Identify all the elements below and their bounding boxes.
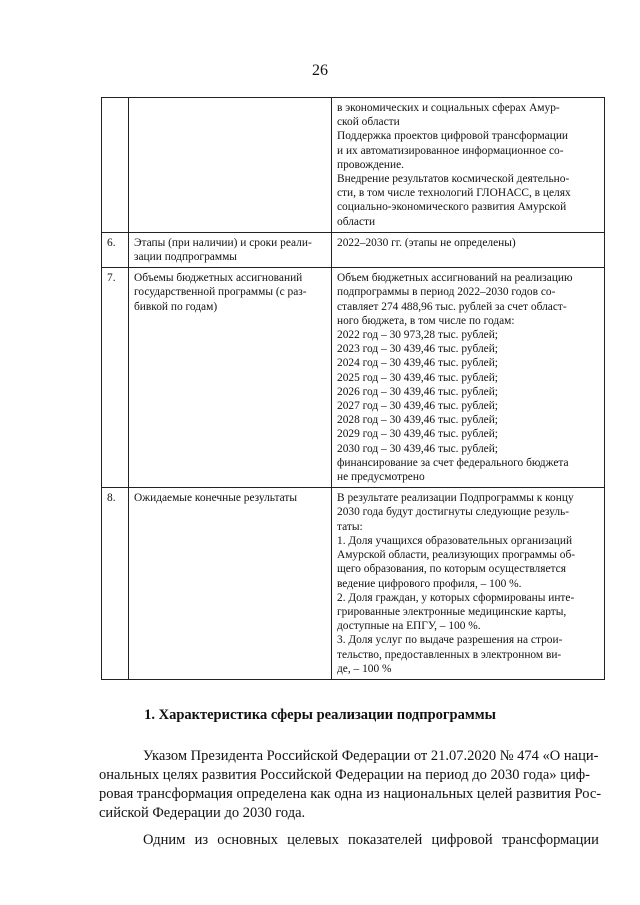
section-heading: 1. Характеристика сферы реализации подпрограммы: [144, 707, 496, 723]
cell-text-line: 2022–2030 гг. (этапы не определены): [337, 236, 516, 249]
row-number-cell: 6.: [102, 232, 129, 267]
paragraph-word: показателей: [348, 832, 423, 848]
row-label-cell: [129, 98, 332, 233]
paragraph-line: сийской Федерации до 2030 года.: [99, 805, 306, 821]
paragraph-line: [99, 831, 599, 850]
cell-text-line: и их автоматизированное информационное со-: [337, 144, 564, 157]
page-number: 26: [312, 62, 328, 79]
cell-text-line: сти, в том числе технологий ГЛОНАСС, в целях: [337, 187, 571, 200]
cell-text-line: 2025 год – 30 439,46 тыс. рублей;: [337, 371, 498, 384]
cell-text-line: ской области: [337, 116, 400, 129]
cell-text-line: ставляет 274 488,96 тыс. рублей за счет област-: [337, 300, 567, 313]
row-value-cell: [332, 232, 605, 267]
cell-text-line: 2026 год – 30 439,46 тыс. рублей;: [337, 385, 498, 398]
row-label-cell: [129, 268, 332, 488]
cell-text-line: 2030 год – 30 439,46 тыс. рублей;: [337, 442, 498, 455]
cell-text-line: Внедрение результатов космической деятельно-: [337, 173, 570, 186]
row-value-cell: [332, 98, 605, 233]
cell-text-line: зации подпрограммы: [134, 251, 237, 264]
table-row-budget: [102, 268, 605, 488]
cell-text-line: социально-экономического развития Амурской: [337, 201, 567, 214]
row-number-cell: 7.: [102, 268, 129, 488]
cell-text-line: Амурской области, реализующих программы об-: [337, 549, 576, 562]
table-row-stages: [102, 232, 605, 267]
cell-text-line: ного бюджета, в том числе по годам:: [337, 314, 515, 327]
cell-text-line: подпрограммы в период 2022–2030 годов со-: [337, 286, 556, 299]
cell-text-line: Поддержка проектов цифровой трансформации: [337, 130, 569, 143]
cell-text-line: провождение.: [337, 158, 405, 171]
paragraph-word: цифровой: [431, 832, 493, 848]
paragraph-target-indicators: [99, 831, 599, 850]
cell-text-line: В результате реализации Подпрограммы к концу: [337, 492, 574, 505]
cell-text-line: бивкой по годам): [134, 300, 218, 313]
cell-text-line: 2030 года будут достигнуты следующие резуль-: [337, 506, 570, 519]
row-number-cell: 8.: [102, 488, 129, 680]
cell-text-line: 2028 год – 30 439,46 тыс. рублей;: [337, 414, 498, 427]
cell-text-line: 2027 год – 30 439,46 тыс. рублей;: [337, 400, 498, 413]
row-number-cell: [102, 98, 129, 233]
cell-text-line: финансирование за счет федерального бюджета: [337, 456, 569, 469]
row-value-cell: [332, 488, 605, 680]
row-label-cell: [129, 488, 332, 680]
cell-text-line: 2024 год – 30 439,46 тыс. рублей;: [337, 357, 498, 370]
cell-text-line: 2. Доля граждан, у которых сформированы инте-: [337, 591, 575, 604]
cell-text-line: тельство, предоставленных в электронном ви-: [337, 648, 562, 661]
paragraph-line: Указом Президента Российской Федерации от 21.07.2020 № 474 «О наци-: [143, 748, 599, 764]
paragraph-line: ровая трансформация определена как одна из национальных целей развития Рос-: [99, 786, 602, 802]
cell-text-line: Ожидаемые конечные результаты: [134, 492, 298, 505]
row-label-cell: [129, 232, 332, 267]
cell-text-line: Этапы (при наличии) и сроки реали-: [134, 236, 312, 249]
paragraph-word: из: [194, 832, 209, 848]
paragraph-line: ональных целях развития Российской Федерации на период до 2030 года» циф-: [99, 767, 590, 783]
cell-text-line: не предусмотрено: [337, 471, 425, 484]
table-row-results: [102, 488, 605, 680]
cell-text-line: 2022 год – 30 973,28 тыс. рублей;: [337, 329, 498, 342]
cell-text-line: грированные электронные медицинские карты,: [337, 605, 567, 618]
cell-text-line: Объем бюджетных ассигнований на реализацию: [337, 272, 573, 285]
cell-text-line: области: [337, 215, 376, 228]
cell-text-line: 2023 год – 30 439,46 тыс. рублей;: [337, 343, 498, 356]
cell-text-line: де, – 100 %: [337, 662, 392, 675]
paragraph-presidential-decree: [99, 747, 602, 823]
paragraph-word: трансформации: [501, 832, 599, 848]
cell-text-line: щего образования, по которым осуществляется: [337, 563, 566, 576]
table-row-continuation: [102, 98, 605, 233]
cell-text-line: доступные на ЕПГУ, – 100 %.: [337, 620, 481, 633]
cell-text-line: Объемы бюджетных ассигнований: [134, 272, 303, 285]
paragraph-word: основных: [217, 832, 278, 848]
cell-text-line: государственной программы (с раз-: [134, 286, 307, 299]
row-value-cell: [332, 268, 605, 488]
cell-text-line: ведение цифрового профиля, – 100 %.: [337, 577, 522, 590]
paragraph-word: Одним: [143, 832, 186, 848]
paragraph-word: целевых: [287, 832, 339, 848]
cell-text-line: 3. Доля услуг по выдаче разрешения на строи-: [337, 634, 563, 647]
cell-text-line: 2029 год – 30 439,46 тыс. рублей;: [337, 428, 498, 441]
cell-text-line: в экономических и социальных сферах Амур-: [337, 102, 560, 114]
cell-text-line: 1. Доля учащихся образовательных организаций: [337, 534, 573, 547]
cell-text-line: таты:: [337, 520, 363, 533]
subprogram-passport-table: [101, 97, 605, 680]
